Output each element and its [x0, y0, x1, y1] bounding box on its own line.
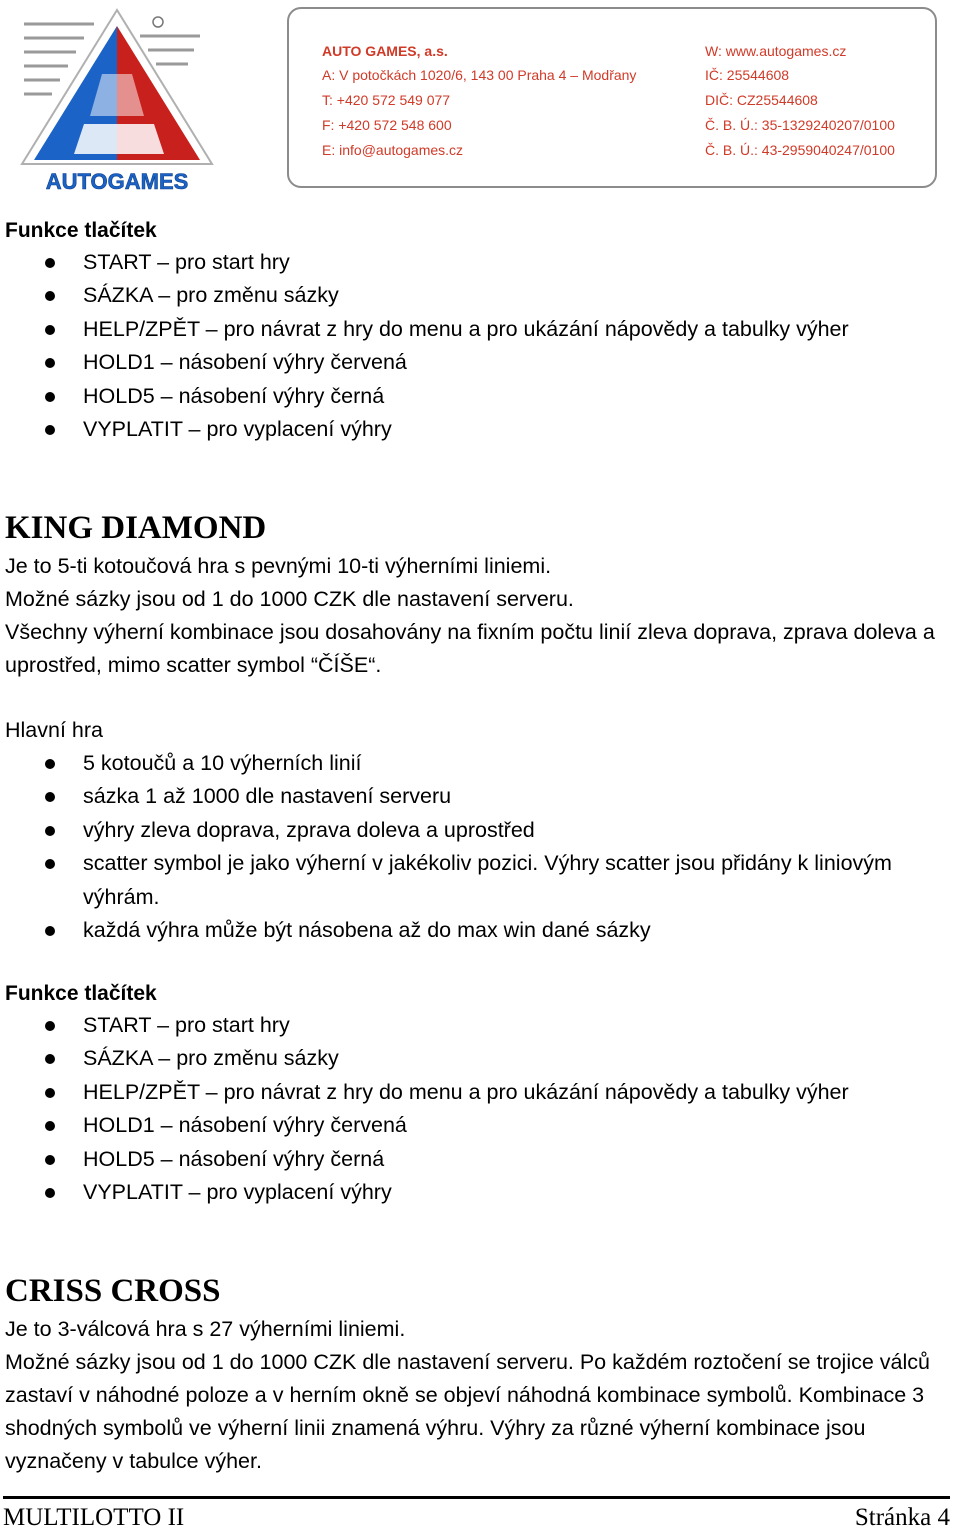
- bullet-icon: [45, 1121, 55, 1131]
- list-item: výhry zleva doprava, zprava doleva a uprostřed: [5, 814, 950, 847]
- section-heading: Funkce tlačítek: [5, 982, 157, 1005]
- bullet-icon: [45, 1088, 55, 1098]
- bullet-icon: [45, 759, 55, 769]
- king-diamond-section: [5, 506, 950, 682]
- list-item: VYPLATIT – pro vyplacení výhry: [5, 1176, 950, 1209]
- bank-account-1: Č. B. Ú.: 35-1329240207/0100: [705, 117, 895, 133]
- bullet-icon: [45, 425, 55, 435]
- contact-box: [287, 7, 937, 188]
- bullet-icon: [45, 1021, 55, 1031]
- bullet-icon: [45, 1155, 55, 1165]
- company-email: E: info@autogames.cz: [322, 142, 464, 158]
- bullet-icon: [45, 392, 55, 402]
- button-functions-section-1: [5, 216, 950, 446]
- list-item: scatter symbol je jako výherní v jakékoliv pozici. Výhry scatter jsou přidány k liniovým výhrám.: [5, 847, 950, 914]
- bullet-icon: [45, 792, 55, 802]
- game-bets: Možné sázky jsou od 1 do 1000 CZK dle nastavení serveru.: [5, 587, 574, 611]
- list-item: HOLD5 – násobení výhry černá: [5, 1143, 950, 1176]
- section-heading: Hlavní hra: [5, 718, 103, 742]
- logo-wordmark: AUTOGAMES: [45, 169, 189, 194]
- bullet-icon: [45, 1188, 55, 1198]
- game-title: CRISS CROSS: [5, 1273, 221, 1309]
- button-functions-list: [5, 246, 950, 446]
- list-item: 5 kotoučů a 10 výherních linií: [5, 747, 950, 780]
- list-item: HELP/ZPĚT – pro návrat z hry do menu a pro ukázání nápovědy a tabulky výher: [5, 1076, 950, 1109]
- button-functions-section-2: [5, 979, 950, 1209]
- game-description: Možné sázky jsou od 1 do 1000 CZK dle nastavení serveru. Po každém roztočení se trojice válců zastaví v náhodné poloze a v herním okně se objeví náhodná kombinace symbolů. Kombinace 3 shodných symbolů ve výherní linii znamená výhru. Výhry za různé výherní kombinace jsou vyznačeny v tabulce výher.: [5, 1350, 930, 1473]
- page-footer: [3, 1496, 950, 1534]
- game-title: KING DIAMOND: [5, 510, 267, 546]
- bullet-icon: [45, 859, 55, 869]
- document-title: MULTILOTTO II: [3, 1504, 185, 1531]
- list-item: START – pro start hry: [5, 1009, 950, 1042]
- list-item: každá výhra může být násobena až do max win dané sázky: [5, 914, 950, 947]
- list-item: VYPLATIT – pro vyplacení výhry: [5, 413, 950, 446]
- list-item: SÁZKA – pro změnu sázky: [5, 1042, 950, 1075]
- bank-account-2: Č. B. Ú.: 43-2959040247/0100: [705, 142, 895, 158]
- game-intro: Je to 5-ti kotoučová hra s pevnými 10-ti výherními liniemi.: [5, 554, 552, 578]
- company-name: AUTO GAMES, a.s.: [322, 43, 448, 59]
- bullet-icon: [45, 826, 55, 836]
- autogames-logo: [14, 4, 220, 196]
- company-dic: DIČ: CZ25544608: [705, 92, 818, 108]
- list-item: SÁZKA – pro změnu sázky: [5, 279, 950, 312]
- company-phone: T: +420 572 549 077: [322, 92, 451, 108]
- criss-cross-section: [5, 1269, 950, 1478]
- bullet-icon: [45, 291, 55, 301]
- company-fax: F: +420 572 548 600: [322, 117, 452, 133]
- button-functions-list: [5, 1009, 950, 1209]
- main-game-section: [5, 714, 950, 947]
- page-number: Stránka 4: [854, 1504, 950, 1531]
- main-game-list: [5, 747, 950, 947]
- company-web: W: www.autogames.cz: [705, 43, 847, 59]
- list-item: START – pro start hry: [5, 246, 950, 279]
- game-combinations: Všechny výherní kombinace jsou dosahovány na fixním počtu linií zleva doprava, zprava doleva a uprostřed, mimo scatter symbol “ČÍŠE“.: [5, 620, 935, 677]
- bullet-icon: [45, 358, 55, 368]
- bullet-icon: [45, 258, 55, 268]
- list-item: HOLD1 – násobení výhry červená: [5, 346, 950, 379]
- bullet-icon: [45, 926, 55, 936]
- section-heading: Funkce tlačítek: [5, 219, 157, 242]
- autogames-logo-graphic: [14, 4, 220, 196]
- game-intro: Je to 3-válcová hra s 27 výherními liniemi.: [5, 1317, 406, 1341]
- list-item: HELP/ZPĚT – pro návrat z hry do menu a pro ukázání nápovědy a tabulky výher: [5, 313, 950, 346]
- company-address: A: V potočkách 1020/6, 143 00 Praha 4 – Modřany: [322, 67, 637, 83]
- list-item: HOLD5 – násobení výhry černá: [5, 380, 950, 413]
- list-item: HOLD1 – násobení výhry červená: [5, 1109, 950, 1142]
- bullet-icon: [45, 325, 55, 335]
- bullet-icon: [45, 1054, 55, 1064]
- company-ico: IČ: 25544608: [705, 67, 790, 83]
- list-item: sázka 1 až 1000 dle nastavení serveru: [5, 780, 950, 813]
